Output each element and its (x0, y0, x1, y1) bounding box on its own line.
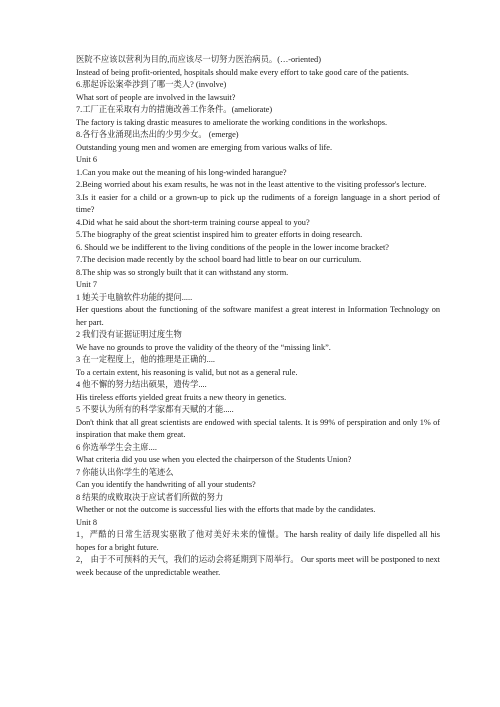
text-line: 8 结果的成败取决于应试者们所做的努力 (76, 492, 224, 502)
text-line: Can you identify the handwriting of all your students? (76, 480, 256, 489)
text-line: The factory is taking drastic measures to ameliorate the working conditions in the workshops. (76, 117, 388, 127)
text-line: 8.各行各业涌现出杰出的少男少女。 (emerge) (76, 130, 239, 139)
text-line: 3.Is it easier for a child or a grown-up to pick up the rudiments of a foreign language in a short period of time? (76, 192, 440, 214)
unit-heading: Unit 7 (76, 280, 97, 289)
text-line: Her questions about the functioning of the software manifest a great interest in Information Technology on her part. (76, 305, 440, 327)
text-line: 2.Being worried about his exam results, he was not in the least attentive to the visiting professor's lecture. (76, 180, 427, 189)
text-line: 1，严酷的日常生活现实驱散了他对美好未来的憧憬。The harsh reality of daily life dispelled all his hopes for a bright future. (76, 530, 440, 552)
text-line: To a certain extent, his reasoning is valid, but not as a general rule. (76, 367, 298, 377)
unit-heading: Unit 6 (76, 155, 97, 164)
text-line: 3 在一定程度上，他的推理是正确的.... (76, 355, 215, 364)
text-line: 6 你选举学生会主席.... (76, 442, 157, 452)
text-line: What sort of people are involved in the lawsuit? (76, 92, 236, 102)
text-line: What criteria did you use when you elected the chairperson of the Students Union? (76, 455, 352, 464)
text-line: 1.Can you make out the meaning of his long-winded harangue? (76, 167, 287, 177)
text-line: 2， 由于不可预料的天气，我们的运动会将延期到下周举行。 Our sports meet will be postponed to next week because of the unpredictable weather. (76, 555, 440, 577)
text-line: We have no grounds to prove the validity of the theory of the “missing link”. (76, 342, 331, 352)
text-line: 4 他不懈的努力结出硕果，遗传学.... (76, 380, 207, 389)
text-line: 6. Should we be indifferent to the living conditions of the people in the lower income bracket? (76, 242, 389, 252)
text-line: 4.Did what he said about the short-term training course appeal to you? (76, 217, 310, 227)
text-line: Instead of being profit-oriented, hospitals should make every effort to take good care of the patients. (76, 67, 409, 77)
text-line: Don't think that all great scientists are endowed with special talents. It is 99% of perspiration and only 1% of inspiration that make them great. (76, 417, 440, 439)
text-line: His tireless efforts yielded great fruits a new theory in genetics. (76, 392, 287, 402)
text-line: 5 不要认为所有的科学家都有天赋的才能..... (76, 405, 234, 414)
text-line: 7 你能认出你学生的笔迹么 (76, 467, 174, 477)
text-line: 8.The ship was so strongly built that it can withstand any storm. (76, 267, 289, 277)
text-line: 5.The biography of the great scientist inspired him to greater efforts in doing research. (76, 230, 363, 239)
unit-heading: Unit 8 (76, 517, 97, 527)
text-line: 6.那起诉讼案牵涉到了哪一类人? (involve) (76, 80, 227, 89)
text-line: 1 她关于电脑软件功能的提问..... (76, 292, 193, 302)
text-line: 医院不应该以营利为目的,而应该尽一切努力医治病员。(…-oriented) (76, 55, 321, 64)
text-line: 2 我们没有证据证明过度生物 (76, 330, 182, 339)
text-line: Whether or not the outcome is successful lies with the efforts that made by the candidates. (76, 505, 376, 514)
text-line: 7.工厂正在采取有力的措施改善工作条件。(ameliorate) (76, 105, 273, 114)
text-line: 7.The decision made recently by the school board had little to bear on our curriculum. (76, 255, 362, 264)
text-line: Outstanding young men and women are emerging from various walks of life. (76, 142, 333, 152)
